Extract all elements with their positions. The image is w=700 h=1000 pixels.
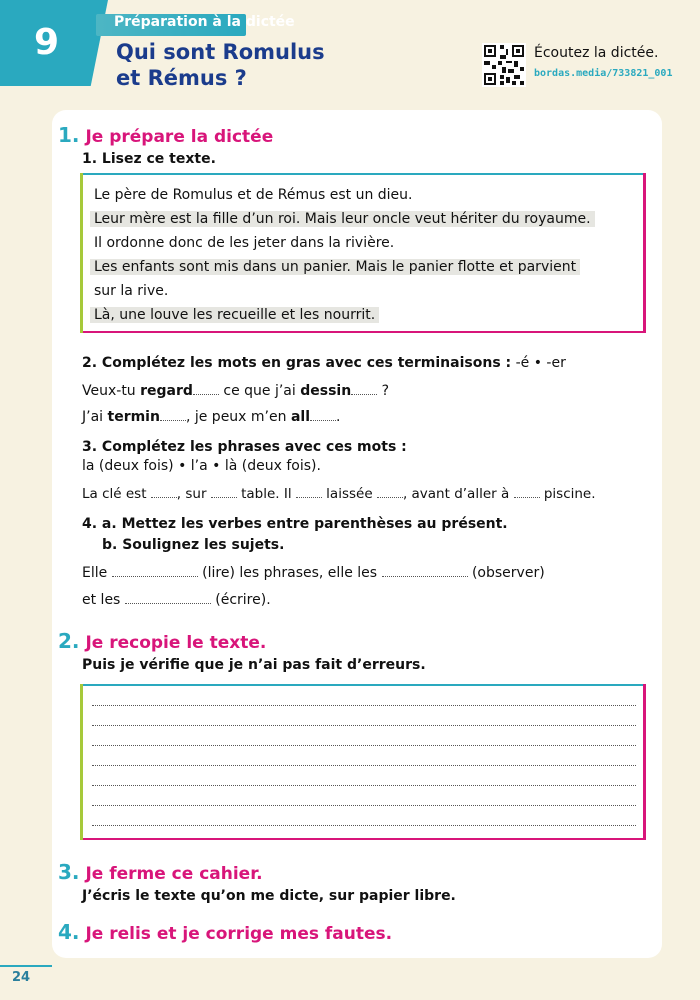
exercise-4-line-1: Elle (lire) les phrases, elle les (observer): [82, 565, 545, 581]
writing-line[interactable]: [92, 724, 636, 726]
text-line-3: Il ordonne donc de les jeter dans la rivière.: [94, 235, 395, 251]
blank[interactable]: [151, 487, 177, 498]
exercise-3-instruction: 3. Complétez les phrases avec ces mots :: [82, 439, 407, 455]
exercise-4b-instruction: b. Soulignez les sujets.: [102, 537, 285, 553]
lesson-subtitle: Préparation à la dictée: [114, 14, 295, 30]
text-line-2: Leur mère est la fille d’un roi. Mais leur oncle veut hériter du royaume.: [90, 211, 595, 227]
text-line-4: Les enfants sont mis dans un panier. Mais le panier flotte et parvient: [90, 259, 580, 275]
exercise-4-line-2: et les (écrire).: [82, 592, 271, 608]
blank[interactable]: [310, 410, 336, 421]
qr-code-icon[interactable]: [482, 43, 526, 87]
bold-word-all: all: [290, 409, 310, 425]
page-number: 24: [12, 970, 31, 985]
blank[interactable]: [211, 487, 237, 498]
blank[interactable]: [193, 384, 219, 395]
blank[interactable]: [160, 410, 186, 421]
blank[interactable]: [377, 487, 403, 498]
text-line-5: sur la rive.: [94, 283, 169, 299]
exercise-2-endings: -é • -er: [511, 355, 566, 371]
step-4-label: Je relis et je corrige mes fautes.: [85, 924, 393, 944]
exercise-3-sentence: La clé est , sur table. Il laissée , avant d’aller à piscine.: [82, 486, 596, 502]
exercise-3-words: la (deux fois) • l’a • là (deux fois).: [82, 458, 321, 474]
bold-word-dessin: dessin: [300, 383, 352, 399]
step-1-title: [58, 123, 273, 147]
bold-word-regard: regard: [140, 383, 193, 399]
writing-line[interactable]: [92, 764, 636, 766]
step-1-number: 1.: [58, 123, 80, 147]
exercise-2-line-2: J’ai termin , je peux m’en all .: [82, 409, 341, 425]
blank[interactable]: [351, 384, 377, 395]
step-3-label: Je ferme ce cahier.: [85, 864, 263, 884]
step-2-title: [58, 629, 266, 653]
step-2-label: Je recopie le texte.: [85, 633, 267, 653]
exercise-2-label: 2. Complétez les mots en gras avec ces terminaisons :: [82, 355, 512, 371]
step-3-instruction: J’écris le texte qu’on me dicte, sur papier libre.: [82, 888, 456, 904]
lesson-title: [116, 39, 325, 91]
blank[interactable]: [514, 487, 540, 498]
writing-line[interactable]: [92, 804, 636, 806]
exercise-2-line-1: Veux-tu regard ce que j’ai dessin ?: [82, 383, 390, 399]
copy-box[interactable]: [80, 684, 646, 840]
blank[interactable]: [112, 566, 198, 577]
instruction-read: 1. Lisez ce texte.: [82, 151, 216, 167]
exercise-2-instruction: [82, 355, 566, 371]
writing-line[interactable]: [92, 744, 636, 746]
bold-word-termin: termin: [107, 409, 160, 425]
step-3-number: 3.: [58, 860, 80, 884]
blank[interactable]: [296, 487, 322, 498]
step-4-title: [58, 920, 392, 944]
listen-label: Écoutez la dictée.: [534, 45, 659, 61]
blank[interactable]: [125, 593, 211, 604]
page-rule: [0, 965, 52, 967]
lesson-number: 9: [34, 22, 60, 63]
step-2-instruction: Puis je vérifie que je n’ai pas fait d’erreurs.: [82, 657, 426, 673]
step-4-number: 4.: [58, 920, 80, 944]
text-line-1: Le père de Romulus et de Rémus est un dieu.: [94, 187, 413, 203]
writing-line[interactable]: [92, 784, 636, 786]
qr-url[interactable]: bordas.media/733821_001: [534, 68, 673, 79]
text-line-6: Là, une louve les recueille et les nourrit.: [90, 307, 379, 323]
title-line-1: Qui sont Romulus: [116, 40, 325, 64]
reading-text-box: [80, 173, 646, 333]
step-2-number: 2.: [58, 629, 80, 653]
exercise-4a-instruction: 4. a. Mettez les verbes entre parenthèses au présent.: [82, 516, 508, 532]
writing-line[interactable]: [92, 824, 636, 826]
blank[interactable]: [382, 566, 468, 577]
step-3-title: [58, 860, 263, 884]
writing-line[interactable]: [92, 704, 636, 706]
step-1-label: Je prépare la dictée: [85, 127, 274, 147]
title-line-2: et Rémus ?: [116, 66, 247, 90]
